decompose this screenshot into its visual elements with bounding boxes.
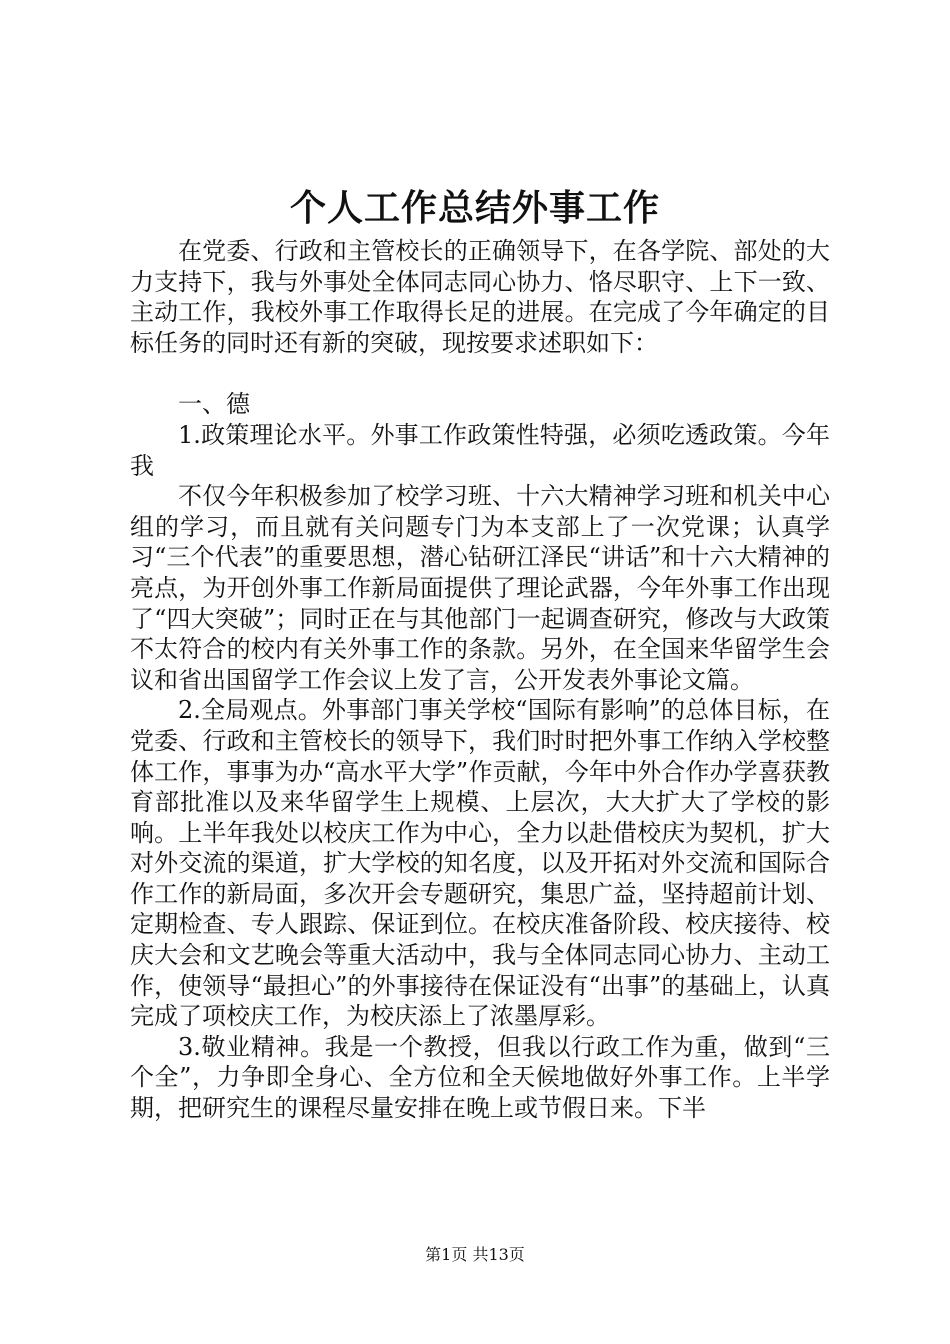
- page-number-footer: 第1页 共13页: [425, 1245, 525, 1264]
- document-title: 个人工作总结外事工作: [289, 187, 660, 229]
- document-body: [130, 236, 830, 1124]
- item-1-continuation: 不仅今年积极参加了校学习班、十六大精神学习班和机关中心组的学习，而且就有关问题专门为本支部上了一次党课；认真学习“三个代表”的重要思想，潜心钻研江泽民“讲话”和十六大精神的亮点，为开创外事工作新局面提供了理论武器，今年外事工作出现了“四大突破”；同时正在与其他部门一起调查研究，修改与大政策不太符合的校内有关外事工作的条款。另外，在全国来华留学生会议和省出国留学工作会议上发了言，公开发表外事论文篇。: [130, 482, 830, 694]
- section-heading: 一、德: [178, 390, 250, 419]
- paragraph-gap: [130, 358, 830, 389]
- item-2-paragraph: 2.全局观点。外事部门事关学校“国际有影响”的总体目标，在党委、行政和主管校长的领导下，我们时时把外事工作纳入学校整体工作，事事为办“高水平大学”作贡献，今年中外合作办学喜获教育部批准以及来华留学生上规模、上层次，大大扩大了学校的影响。上半年我处以校庆工作为中心，全力以赴借校庆为契机，扩大对外交流的渠道，扩大学校的知名度，以及开拓对外交流和国际合作工作的新局面，多次开会专题研究，集思广益，坚持超前计划、定期检查、专人跟踪、保证到位。在校庆准备阶段、校庆接待、校庆大会和文艺晚会等重大活动中，我与全体同志同心协力、主动工作，使领导“最担心”的外事接待在保证没有“出事”的基础上，认真完成了项校庆工作，为校庆添上了浓墨厚彩。: [130, 696, 830, 1031]
- intro-paragraph: 在党委、行政和主管校长的正确领导下，在各学院、部处的大力支持下，我与外事处全体同志同心协力、恪尽职守、上下一致、主动工作，我校外事工作取得长足的进展。在完成了今年确定的目标任务的同时还有新的突破，现按要求述职如下：: [130, 237, 830, 357]
- item-1-paragraph: 1.政策理论水平。外事工作政策性特强，必须吃透政策。今年我: [130, 420, 830, 480]
- item-3-paragraph: 3.敬业精神。我是一个教授，但我以行政工作为重，做到“三个全”，力争即全身心、全方位和全天候地做好外事工作。上半学期，把研究生的课程尽量安排在晚上或节假日来。下半: [130, 1032, 830, 1123]
